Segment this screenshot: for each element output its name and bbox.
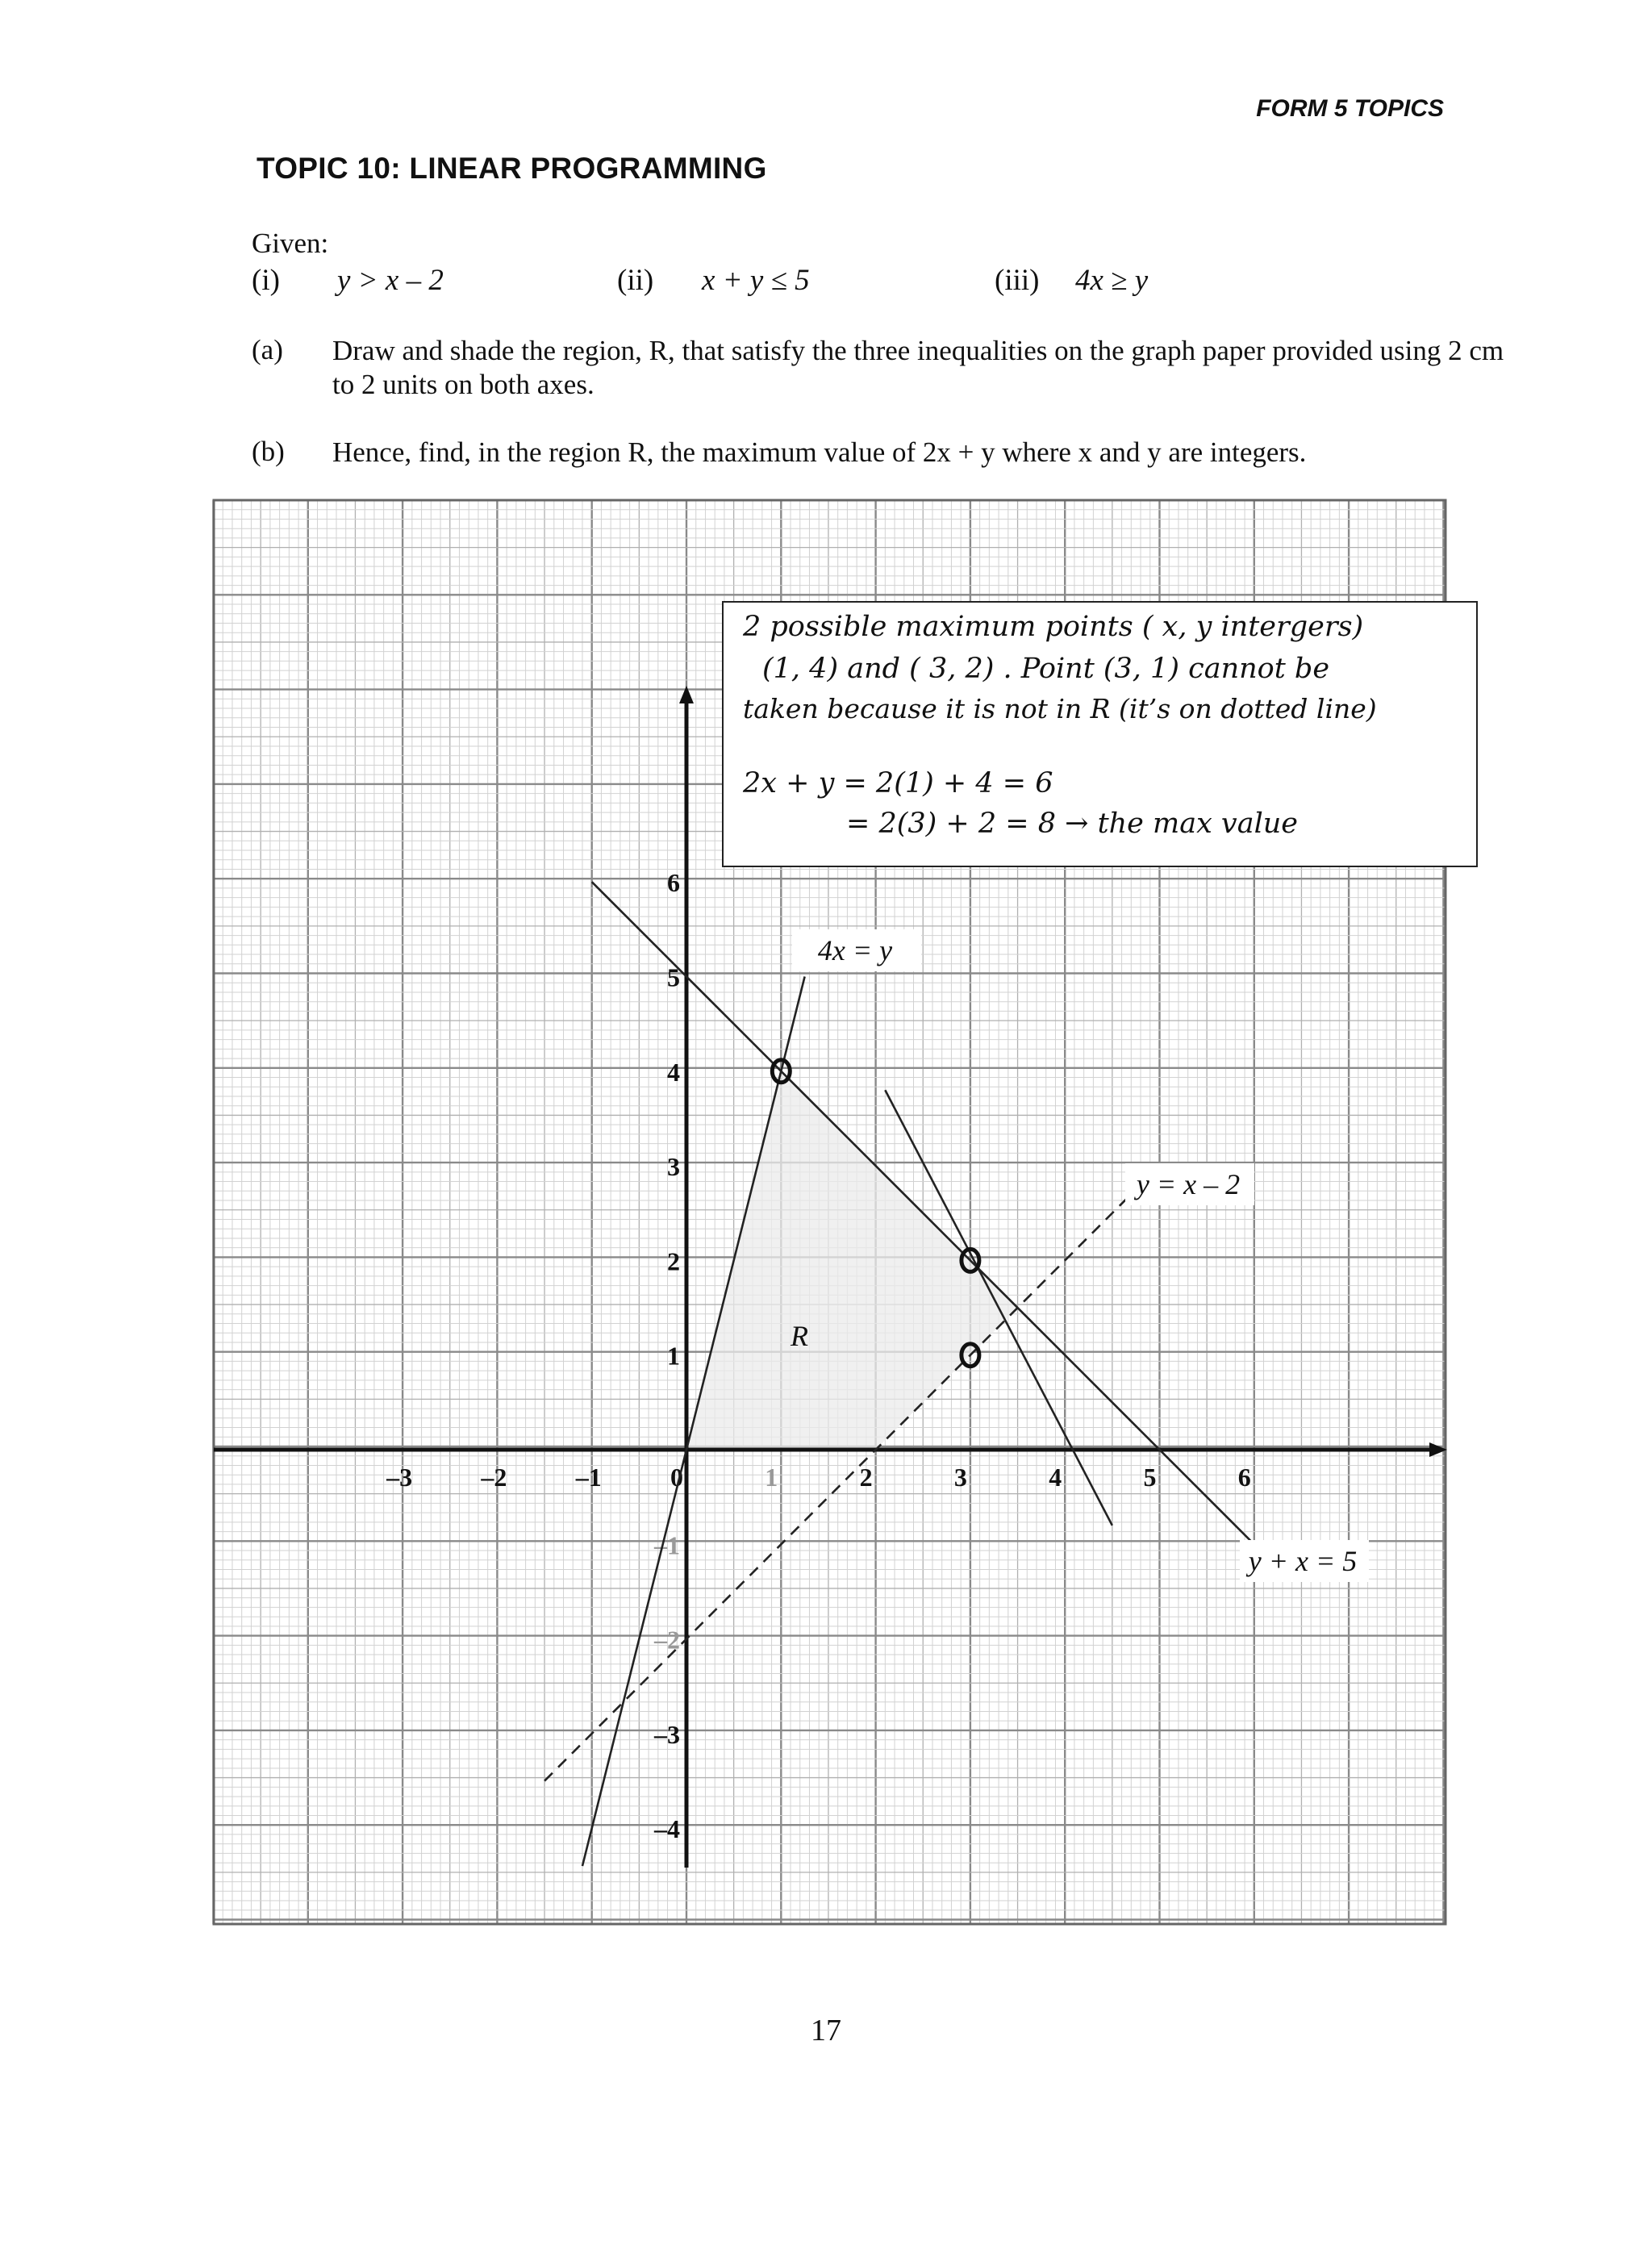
y-tick-label: 1	[667, 1341, 680, 1371]
x-tick-label: –2	[481, 1463, 507, 1492]
question-a-label: (a)	[252, 334, 283, 365]
x-tick-label: 1	[765, 1463, 778, 1492]
x-tick-label: 6	[1237, 1463, 1251, 1492]
series-label: y = x – 2	[1136, 1168, 1241, 1200]
y-tick-label: 4	[667, 1057, 680, 1087]
x-tick-label: 2	[859, 1463, 873, 1492]
region-label: R	[791, 1319, 809, 1352]
inequality-3-expr: 4x ≥ y	[1075, 264, 1149, 297]
x-tick-label: 5	[1143, 1463, 1157, 1492]
y-tick-label: 3	[667, 1152, 680, 1182]
question-b-label: (b)	[252, 436, 285, 467]
region-r-shading	[686, 1071, 1018, 1450]
note-line-1: 2 possible maximum points ( x, y intergers)	[743, 611, 1364, 643]
y-tick-label: –2	[654, 1625, 680, 1655]
x-tick-label: 3	[953, 1463, 967, 1492]
question-b-text: Hence, find, in the region R, the maximum value of 2x + y where x and y are integers.	[332, 436, 1307, 468]
x-tick-label: –3	[386, 1463, 413, 1492]
y-tick-label: –3	[654, 1719, 680, 1749]
answer-note-box	[722, 601, 1478, 867]
x-tick-label: 4	[1049, 1463, 1062, 1492]
series-label: 4x = y	[817, 934, 893, 966]
given-label: Given:	[252, 227, 329, 259]
inequality-2-label: (ii)	[617, 264, 654, 297]
y-tick-label: –4	[654, 1814, 680, 1844]
section-header: FORM 5 TOPICS	[1256, 95, 1444, 122]
series-label: y + x = 5	[1248, 1545, 1358, 1577]
inequality-1-expr: y > x – 2	[337, 264, 444, 297]
y-tick-label: 2	[667, 1246, 680, 1276]
note-line-3: taken because it is not in R (it’s on dotted line)	[743, 693, 1377, 724]
page-number: 17	[811, 2014, 841, 2047]
note-line-4: 2x + y = 2(1) + 4 = 6	[743, 767, 1053, 799]
topic-title: TOPIC 10: LINEAR PROGRAMMING	[257, 152, 767, 185]
note-line-2: (1, 4) and ( 3, 2) . Point (3, 1) cannot be	[762, 653, 1330, 685]
y-tick-label: 5	[667, 962, 680, 992]
y-tick-label: 6	[667, 868, 680, 898]
question-a-text: Draw and shade the region, R, that satisfy the three inequalities on the graph paper provided using 2 cm to 2 units on both axes.	[332, 335, 1504, 400]
inequality-2-expr: x + y ≤ 5	[702, 264, 810, 297]
x-tick-label: –1	[575, 1463, 602, 1492]
inequality-3-label: (iii)	[995, 264, 1040, 297]
x-tick-label: 0	[670, 1463, 683, 1492]
note-line-5: = 2(3) + 2 = 8 → the max value	[846, 808, 1299, 840]
inequality-1-label: (i)	[252, 264, 280, 297]
y-tick-label: –1	[654, 1530, 680, 1560]
y-axis-arrow	[679, 686, 694, 703]
